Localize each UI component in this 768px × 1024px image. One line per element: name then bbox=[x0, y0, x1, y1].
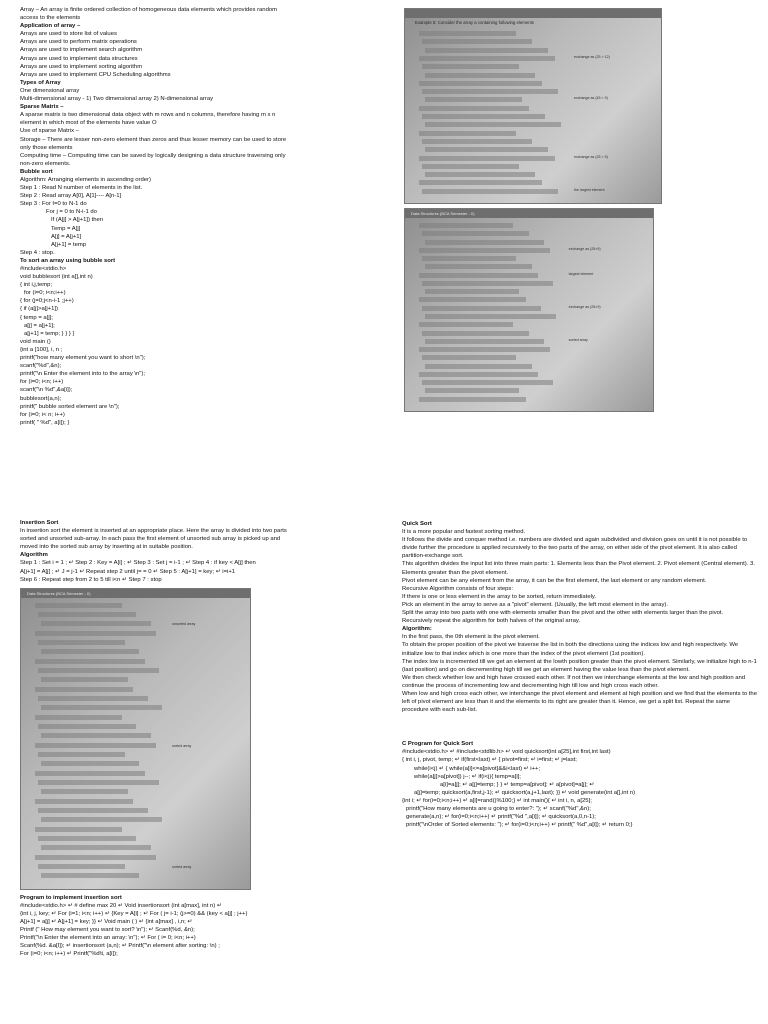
photo-table-row bbox=[419, 31, 516, 36]
insertion-sort-text bbox=[20, 519, 370, 584]
text-line: Step 4 : stop. bbox=[20, 249, 55, 256]
photo-header: Data Structures (BCA Semester - II) bbox=[21, 589, 250, 598]
photo-table-row bbox=[41, 677, 128, 682]
photo-table-row bbox=[419, 180, 542, 185]
text-line: Array – An array is finite ordered collection of homogeneous data elements which provides random bbox=[20, 7, 278, 13]
text-line: In insertion sort the element is inserted at an appropriate place. Here the array is divided into two parts bbox=[20, 528, 287, 535]
text-line: Pick an element in the array to serve as a "pivot" element. (Usually, the left most element in the array). bbox=[402, 601, 668, 608]
photo-table-row bbox=[38, 752, 125, 757]
photo-table-row bbox=[422, 139, 532, 144]
photo-table-row bbox=[419, 156, 555, 161]
text-line: Step 2 : Read array A[0], A[1]---- A[n-1] bbox=[20, 193, 122, 200]
text-line: It is a more popular and fastest sorting method. bbox=[402, 529, 526, 536]
photo-table-row bbox=[425, 264, 532, 269]
text-line: We then check whether low and high have crossed each other. If not then we interchange elements at the low and high position and continue the process of incrementing low and decrementing high till low and high cross each other. bbox=[402, 674, 746, 689]
photo-table-row bbox=[419, 322, 513, 327]
photo-table-row bbox=[38, 836, 136, 841]
photo-table-row bbox=[35, 715, 122, 720]
photo-table-row bbox=[35, 743, 156, 748]
text-line: only those elements bbox=[20, 144, 73, 151]
text-line: Arrays are used to implement data structures bbox=[20, 55, 138, 62]
text-line: Arrays are used to perform matrix operations bbox=[20, 39, 137, 46]
photo-table-row bbox=[422, 281, 553, 286]
photo-table-row bbox=[38, 696, 148, 701]
section-heading: C Program for Quick Sort bbox=[402, 741, 474, 748]
text-line: Step 1 : Set i = 1 ; ↵ Step 2 : Key = A[i] ; ↵ Step 3 : Set j = i-1 ; ↵ Step 4 : if key < A[j] then bbox=[20, 560, 256, 567]
quick-sort-column bbox=[402, 520, 757, 829]
text-line: printf( " %d", a[i]); } bbox=[20, 419, 70, 426]
photo-table-row bbox=[419, 397, 526, 402]
text-line: {int a [100], i, n ; bbox=[20, 346, 63, 353]
section-heading: Sparse Matrix – bbox=[20, 104, 64, 111]
photo-table-row bbox=[35, 687, 133, 692]
insertion-sort-example-photo bbox=[20, 588, 251, 890]
photo-table-row bbox=[422, 256, 516, 261]
text-line: a[j]=temp; quicksort(a,first,j-1); ↵ quicksort(a,j+1,last); }} ↵ void generate(int a[],int n) bbox=[414, 789, 636, 796]
photo-annotation: exchange as (45 > 9) bbox=[573, 96, 608, 101]
text-line: Recursively repeat the algorithm for both halves of the original array. bbox=[402, 618, 581, 625]
text-line: moved into the sorted sub array by inserting at in suitable position. bbox=[20, 544, 193, 551]
text-line: Arrays are used to store list of values bbox=[20, 31, 117, 38]
photo-annotation: sorted array bbox=[172, 865, 192, 870]
text-line: for (i=0; i<n; i++) bbox=[20, 379, 64, 386]
photo-table-row bbox=[35, 827, 122, 832]
text-line: printf("\nOrder of Sorted elements: "); ↵ for(i=0;i<n;i++) ↵ printf(" %d",a[i]); ↵ return 0;} bbox=[406, 822, 633, 829]
photo-table-row bbox=[41, 817, 162, 822]
text-line: The index low is incremented till we get an element at the lowth position greater than the pivot element. Similarly, we initialize high to n-1 (last position) and go on decrementing high till we get an element having the value less than the pivot element. bbox=[402, 658, 757, 673]
text-line: { int i, j, pivot, temp; ↵ if(first<last) ↵ { pivot=first; ↵ i=first; ↵ j=last; bbox=[402, 757, 577, 764]
photo-table-row bbox=[41, 621, 151, 626]
photo-table-row bbox=[419, 106, 529, 111]
photo-table-row bbox=[422, 114, 545, 119]
photo-table-row bbox=[419, 372, 538, 377]
text-line: printf("\n Enter the element into to the array \n"); bbox=[20, 371, 146, 378]
photo-header: Data Structures (BCA Semester - II) bbox=[405, 209, 653, 218]
text-line: generate(a,n); ↵ for(i=0;i<n;i++) ↵ printf("%d ",a[i]); ↵ quicksort(a,0,n-1); bbox=[406, 814, 596, 821]
section-heading: Insertion Sort bbox=[20, 520, 59, 526]
quick-sort-program bbox=[402, 740, 757, 829]
bubble-sort-example-photo-1 bbox=[404, 8, 662, 204]
text-line: A[j] = A[j+1] bbox=[51, 233, 82, 240]
photo-table-row bbox=[425, 48, 548, 53]
photo-table-row bbox=[422, 306, 541, 311]
photo-table-row bbox=[425, 314, 556, 319]
photo-table-row bbox=[35, 603, 122, 608]
photo-table-row bbox=[41, 733, 151, 738]
photo-table-row bbox=[425, 240, 544, 245]
text-line: non-zero elements. bbox=[20, 160, 71, 167]
text-line: Arrays are used to implement search algorithm bbox=[20, 47, 143, 54]
quick-sort-text bbox=[402, 520, 757, 714]
text-line: void main () bbox=[20, 338, 51, 345]
photo-table-row bbox=[419, 131, 516, 136]
photo-table-row bbox=[422, 89, 558, 94]
section-heading: Types of Array bbox=[20, 79, 61, 86]
text-line: A[j+1] = temp bbox=[51, 241, 87, 248]
text-line: { for (j=0;j<n-i-1 ;j++) bbox=[20, 298, 74, 305]
text-line: #include<stdio.h> ↵ #include<stdlib.h> ↵ void quicksort(int a[25],int first,int last) bbox=[402, 749, 611, 756]
text-line: Arrays are used to implement sorting algorithm bbox=[20, 63, 143, 70]
text-line: To obtain the proper position of the pivot we traverse the list in both the directions using the indices low and high respectively. We initialize low to that index which is one more than the index of the pivot element (1st position). bbox=[402, 642, 739, 657]
text-line: #include<stdio.h> bbox=[20, 266, 67, 272]
photo-annotation: exchange as (25 > 12) bbox=[573, 54, 610, 59]
photo-table-row bbox=[41, 873, 139, 878]
photo-table-row bbox=[425, 172, 535, 177]
text-line: If there is one or less element in the array to be sorted, return immediately. bbox=[402, 593, 597, 600]
photo-table-row bbox=[425, 289, 519, 294]
text-line: Step 1 : Read N number of elements in the list. bbox=[20, 185, 143, 192]
photo-table-row bbox=[425, 364, 532, 369]
photo-table-row bbox=[422, 355, 516, 360]
photo-table-row bbox=[425, 339, 544, 344]
text-line: It follows the divide and conquer method i.e. numbers are divided and again subdivided and division goes on until it is not possible to divide further the procedure is applied recursively to the two parts of the array, on either side of the pivot element. It is also called partition-exchange sort. bbox=[402, 537, 748, 560]
text-line: In the first pass, the 0th element is the pivot element. bbox=[402, 634, 540, 641]
text-line: while(a[j]>a[pivot]) j--; ↵ if(i<j){ temp=a[i]; bbox=[414, 773, 521, 780]
text-line: sorted and unsorted sub-array. In each pass the first element of unsorted sub array is picked up and bbox=[20, 536, 281, 543]
photo-table-row bbox=[419, 347, 550, 352]
photo-annotation: exchange as (25 > 9) bbox=[573, 154, 608, 159]
photo-table-row bbox=[38, 668, 159, 673]
photo-title: Example 5: Consider the array a containing following elements bbox=[415, 20, 534, 25]
text-line: {int i, j, key; ↵ For (i=1; i<n; i++) ↵ {Key = A[i] ; ↵ For ( j= i-1; (j>=0) && (key < a[j] ; j++) bbox=[20, 910, 248, 917]
photo-table-row bbox=[35, 631, 156, 636]
photo-table-row bbox=[41, 649, 139, 654]
text-line: Multi-dimensional array - 1) Two dimensional array 2) N-dimensional array bbox=[20, 96, 214, 103]
bubble-sort-example-photo-2 bbox=[404, 208, 654, 412]
photo-annotation: exchange as (25>9) bbox=[568, 246, 601, 251]
photo-table-row bbox=[419, 81, 542, 86]
photo-table-row bbox=[35, 771, 145, 776]
photo-table-row bbox=[422, 331, 529, 336]
text-line: printf("how many element you want to short \n"); bbox=[20, 355, 146, 362]
text-line: a[j] = a[j+1]; bbox=[24, 322, 55, 329]
section-heading: Application of array – bbox=[20, 23, 81, 30]
text-line: { if (a[j]>a[j+1]) bbox=[20, 306, 58, 313]
section-heading: Quick Sort bbox=[402, 521, 432, 527]
text-line: Pivot element can be any element from the array, it can be the first element, the last element or any random element. bbox=[402, 577, 707, 584]
text-line: Storage – There are lesser non-zero element than zeros and thus lesser memory can be used to store bbox=[20, 136, 287, 143]
text-line: void bubblesort (int a[],int n) bbox=[20, 274, 93, 281]
text-line: bubblesort(a,n); bbox=[20, 395, 62, 402]
photo-table-row bbox=[422, 64, 519, 69]
text-line: Arrays are used to implement CPU Scheduling algorithms bbox=[20, 71, 171, 78]
photo-table-row bbox=[35, 659, 145, 664]
section-heading: Algorithm: bbox=[402, 626, 432, 633]
text-line: Scanf(%d. &a[I]); ↵ insertionsort (a,n); ↵ Printf("\n element after sorting: \n) ; bbox=[20, 943, 220, 950]
photo-table-row bbox=[419, 223, 513, 228]
photo-header bbox=[405, 9, 661, 18]
text-line: a[i]=a[j]; ↵ a[j]=temp; } } ↵ temp=a[pivot]; ↵ a[pivot]=a[j]; ↵ bbox=[440, 781, 595, 788]
photo-table-row bbox=[38, 780, 159, 785]
photo-table-row bbox=[425, 122, 561, 127]
text-line: If (A[j] > A[j+1]) then bbox=[51, 217, 104, 224]
photo-table-row bbox=[422, 231, 529, 236]
text-line: for (i=0; i<n;i++) bbox=[24, 290, 66, 297]
photo-table-row bbox=[38, 612, 136, 617]
text-line: A[j+1] = a[j] ↵ A[j+1] = key; }} ↵ Void main ( ) ↵ {int a[max] , i,n; ↵ bbox=[20, 919, 193, 926]
photo-table-row bbox=[422, 39, 532, 44]
photo-table-row bbox=[41, 705, 162, 710]
text-line: a[j+1] = temp; } } } } bbox=[24, 330, 75, 337]
text-line: Printf("\n Enter the element into an array: \n"); ↵ For ( i= 0; i<n; i++) bbox=[20, 935, 196, 942]
text-line: for (i=0; i< n; i++) bbox=[20, 411, 65, 418]
photo-table-row bbox=[35, 855, 156, 860]
text-line: Temp = A[j] bbox=[51, 225, 81, 232]
photo-table-row bbox=[422, 189, 558, 194]
section-heading: Algorithm bbox=[20, 552, 48, 559]
text-line: printf("How many elements are u going to enter?: "); ↵ scanf("%d",&n); bbox=[406, 806, 591, 812]
section-heading: Program to implement insertion sort bbox=[20, 894, 122, 901]
text-line: Algorithm: Arranging elements in ascending order) bbox=[20, 176, 151, 183]
text-line: access to the elements bbox=[20, 15, 81, 22]
text-line: When low and high cross each other, we interchange the pivot element and element at high position and we find that the elements to the left of pivot element are less than it and the elements to its right are greater than it. Hence, we get a split list. Repeat the same procedure with each sub-list. bbox=[402, 690, 757, 714]
section-heading: Bubble sort bbox=[20, 168, 53, 175]
text-line: This algorithm divides the input list into three main parts: 1. Elements less than the Pivot element. 2. Pivot element (Central element). 3. Elements greater than the pivot element. bbox=[402, 561, 755, 576]
photo-table-row bbox=[419, 248, 550, 253]
array-notes-column bbox=[20, 6, 365, 427]
text-line: Recursive Algorithm consists of four steps: bbox=[402, 585, 513, 592]
text-line: while(i<j) ↵ { while(a[i]<=a[pivot]&&i<last) ↵ i++; bbox=[414, 765, 541, 772]
photo-table-row bbox=[419, 273, 538, 278]
text-line: A sparse matrix is two dimensional data object with m rows and n columns, therefore having m x n bbox=[20, 112, 276, 119]
photo-annotation: unsorted array bbox=[172, 622, 196, 627]
text-line: scanf("\n %d",&a[i]); bbox=[20, 387, 73, 394]
text-line: For (i=0; i<n; i++) ↵ Printf("%d\t, a[i]); bbox=[20, 951, 118, 958]
photo-table-row bbox=[41, 845, 151, 850]
text-line: scanf("%d",&n); bbox=[20, 363, 62, 370]
insertion-sort-program bbox=[20, 894, 370, 959]
text-line: { int i,j,temp; bbox=[20, 282, 53, 289]
photo-table-row bbox=[419, 297, 526, 302]
text-line: A[j+1] = A[j] ; ↵ J = j-1 ↵ Repeat step 2 until j= = 0 ↵ Step 5 : A[j+1] = key; ↵ i=i+1 bbox=[20, 568, 236, 575]
photo-table-row bbox=[425, 147, 548, 152]
text-line: For j = 0 to N-i-1 do bbox=[46, 209, 97, 216]
photo-annotation: sorted array bbox=[568, 337, 588, 342]
photo-table-row bbox=[41, 761, 139, 766]
photo-annotation: exchange as (25>9) bbox=[568, 304, 601, 309]
text-line: Use of sparse Matrix – bbox=[20, 128, 79, 135]
photo-table-row bbox=[41, 789, 128, 794]
text-line: printf(" bubble sorted element are \n"); bbox=[20, 403, 120, 410]
photo-annotation: largest element bbox=[568, 271, 594, 276]
photo-table-row bbox=[38, 724, 136, 729]
insertion-sort-column bbox=[20, 519, 370, 959]
text-line: Printf (" How may element you want to sort? \n"); ↵ Scanf(%d, &n); bbox=[20, 927, 195, 934]
photo-table-row bbox=[425, 73, 535, 78]
photo-table-row bbox=[422, 380, 553, 385]
photo-table-row bbox=[38, 864, 125, 869]
photo-table-row bbox=[419, 56, 555, 61]
photo-table-row bbox=[38, 808, 148, 813]
text-line: #include<stdio.h> ↵ # define max 20 ↵ Void insertionsort (int a[max], int n) ↵ bbox=[20, 902, 222, 909]
text-line: {int i; ↵ for(i=0;i<n;i++) ↵ a[i]=rand()%100;} ↵ int main(){ ↵ int i, n, a[25]; bbox=[402, 797, 592, 804]
photo-table-row bbox=[35, 799, 133, 804]
text-line: { temp = a[j]; bbox=[20, 314, 53, 321]
photo-annotation: sorted array bbox=[172, 743, 192, 748]
photo-table-row bbox=[38, 640, 125, 645]
photo-table-row bbox=[422, 164, 519, 169]
photo-table-row bbox=[425, 388, 519, 393]
photo-table-row bbox=[425, 97, 522, 102]
section-heading: To sort an array using bubble sort bbox=[20, 257, 116, 264]
text-line: Split the array into two parts with one with elements smaller than the pivot and the other with elements larger than the pivot. bbox=[402, 610, 724, 617]
text-line: element in which most of the elements have value O bbox=[20, 120, 157, 127]
text-line: Step 3 : For I=0 to N-1 do bbox=[20, 201, 87, 208]
text-line: Step 6 : Repeat step from 2 to 5 till i<n ↵ Step 7 : stop bbox=[20, 576, 162, 583]
photo-annotation: the largest element bbox=[573, 187, 605, 192]
text-line: One dimensional array bbox=[20, 87, 80, 94]
text-line: Computing time – Computing time can be saved by logically designing a data structure traversing only bbox=[20, 152, 286, 159]
